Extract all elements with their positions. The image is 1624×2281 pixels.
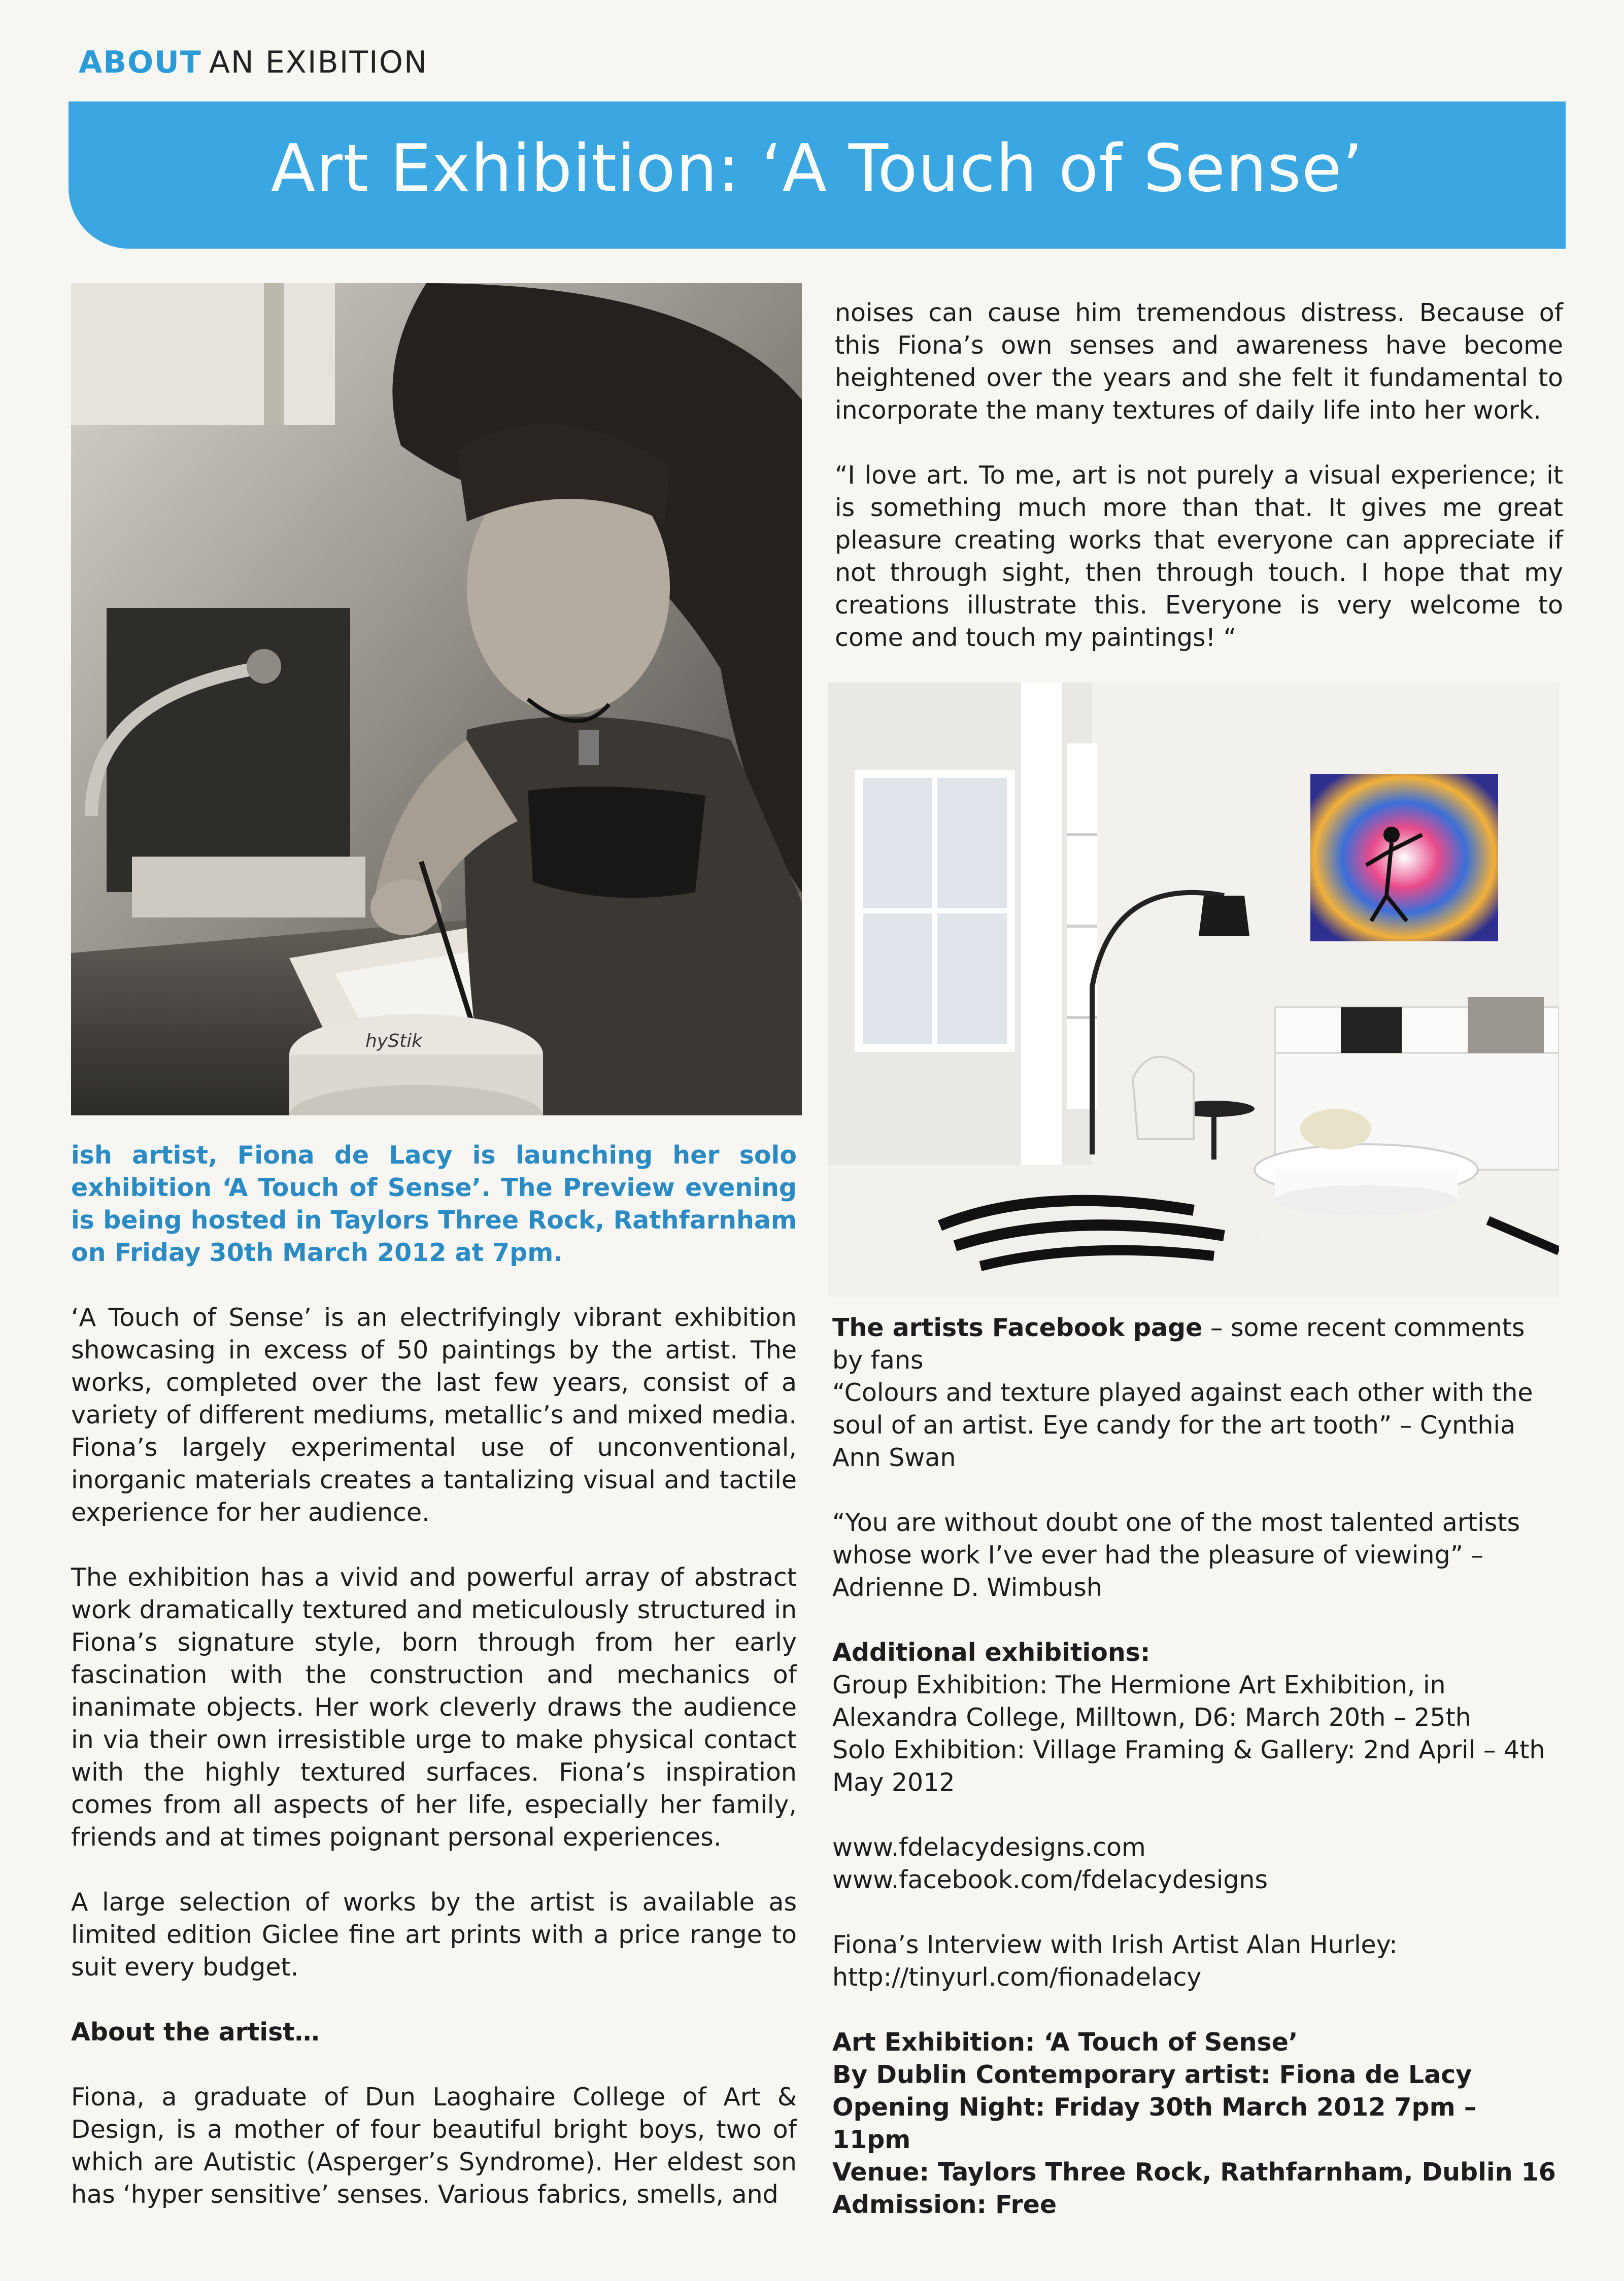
artist-painting-photo-icon [71, 283, 802, 1115]
interview-label: Fiona’s Interview with Irish Artist Alan Hurley: [832, 1930, 1398, 1959]
section-keyword: ABOUT [79, 45, 202, 80]
paragraph: ‘A Touch of Sense’ is an electrifyingly vibrant exhibition showcasing in excess of 50 paintings by the artist. The works, completed over the last few years, consist of a variety of different mediums, metallic’s and mixed media. Fiona’s largely experimental use of unconventional, inorganic materials creates a tantalizing visual and tactile experience for her audience. [71, 1303, 797, 1527]
paragraph: A large selection of works by the artist is available as limited edition Giclee fine art prints with a price range to suit every budget. [71, 1888, 797, 1982]
paragraph: noises can cause him tremendous distress. Because of this Fiona’s own senses and awareness have become heightened over the years and she felt it fundamental to incorporate the many textures of daily life into her work. [835, 298, 1563, 425]
section-label [79, 45, 428, 80]
page-title: Art Exhibition: ‘A Touch of Sense’ [270, 131, 1364, 207]
event-artist: By Dublin Contemporary artist: Fiona de Lacy [832, 2060, 1472, 2089]
title-banner [69, 101, 1566, 249]
event-date: Opening Night: Friday 30th March 2012 7pm – 11pm [832, 2093, 1477, 2154]
living-room-photo-icon [828, 683, 1559, 1297]
fan-comment: “You are without doubt one of the most talented artists whose work I’ve ever had the pleasure of viewing” – Adrienne D. Wimbush [832, 1508, 1520, 1602]
room-photo [828, 683, 1559, 1297]
exhibition-item: Group Exhibition: The Hermione Art Exhibition, in Alexandra College, Milltown, D6: March 20th – 25th [832, 1671, 1471, 1732]
event-details [832, 2026, 1563, 2221]
facebook-section [832, 1312, 1563, 1474]
artist-photo [71, 283, 802, 1115]
right-column-top [835, 297, 1563, 687]
artist-quote: “I love art. To me, art is not purely a visual experience; it is something much more than that. It gives me great pleasure creating works that everyone can appreciate if not through sight, then through touch. I hope that my creations illustrate this. Everyone is very welcome to come and touch my paintings! “ [835, 461, 1563, 652]
right-column-bottom [832, 1312, 1563, 2254]
event-venue: Venue: Taylors Three Rock, Rathfarnham, Dublin 16 [832, 2158, 1556, 2187]
facebook-subtitle: – some recent comments by fans [832, 1313, 1525, 1375]
links [832, 1831, 1563, 1896]
event-title: Art Exhibition: ‘A Touch of Sense’ [832, 2028, 1298, 2057]
jar-label: hyStik [365, 1031, 422, 1051]
paragraph: Fiona, a graduate of Dun Laoghaire College of Art & Design, is a mother of four beautiful bright boys, two of which are Autistic (Asperger’s Syndrome). Her eldest son has ‘hyper sensitive’ senses. Various fabrics, smells, and [71, 2083, 797, 2209]
interview-link[interactable]: http://tinyurl.com/fionadelacy [832, 1963, 1202, 1992]
fan-comment: “Colours and texture played against each other with the soul of an artist. Eye candy for the art tooth” – Cynthia Ann Swan [832, 1378, 1533, 1472]
additional-heading: Additional exhibitions: [832, 1638, 1151, 1667]
section-rest: AN EXIBITION [209, 45, 428, 80]
facebook-title: The artists Facebook page [832, 1313, 1203, 1342]
facebook-link[interactable]: www.facebook.com/fdelacydesigns [832, 1865, 1268, 1894]
event-admission: Admission: Free [832, 2190, 1057, 2219]
interview [832, 1929, 1563, 1994]
paragraph: The exhibition has a vivid and powerful array of abstract work dramatically textured and meticulously structured in Fiona’s signature style, born through from her early fascination with the construction and mechanics of inanimate objects. Her work cleverly draws the audience in via their own irresistible urge to make physical contact with the highly textured surfaces. Fiona’s inspiration comes from all aspects of her life, especially her family, friends and at times poignant personal experiences. [71, 1563, 797, 1852]
website-link[interactable]: www.fdelacydesigns.com [832, 1833, 1146, 1862]
about-artist-heading: About the artist… [71, 2018, 320, 2047]
left-column [71, 1139, 797, 2243]
lead-paragraph: ish artist, Fiona de Lacy is launching her solo exhibition ‘A Touch of Sense’. The Preview evening is being hosted in Taylors Three Rock, Rathfarnham on Friday 30th March 2012 at 7pm. [71, 1141, 797, 1267]
additional-exhibitions [832, 1637, 1563, 1799]
exhibition-item: Solo Exhibition: Village Framing & Gallery: 2nd April – 4th May 2012 [832, 1735, 1545, 1797]
